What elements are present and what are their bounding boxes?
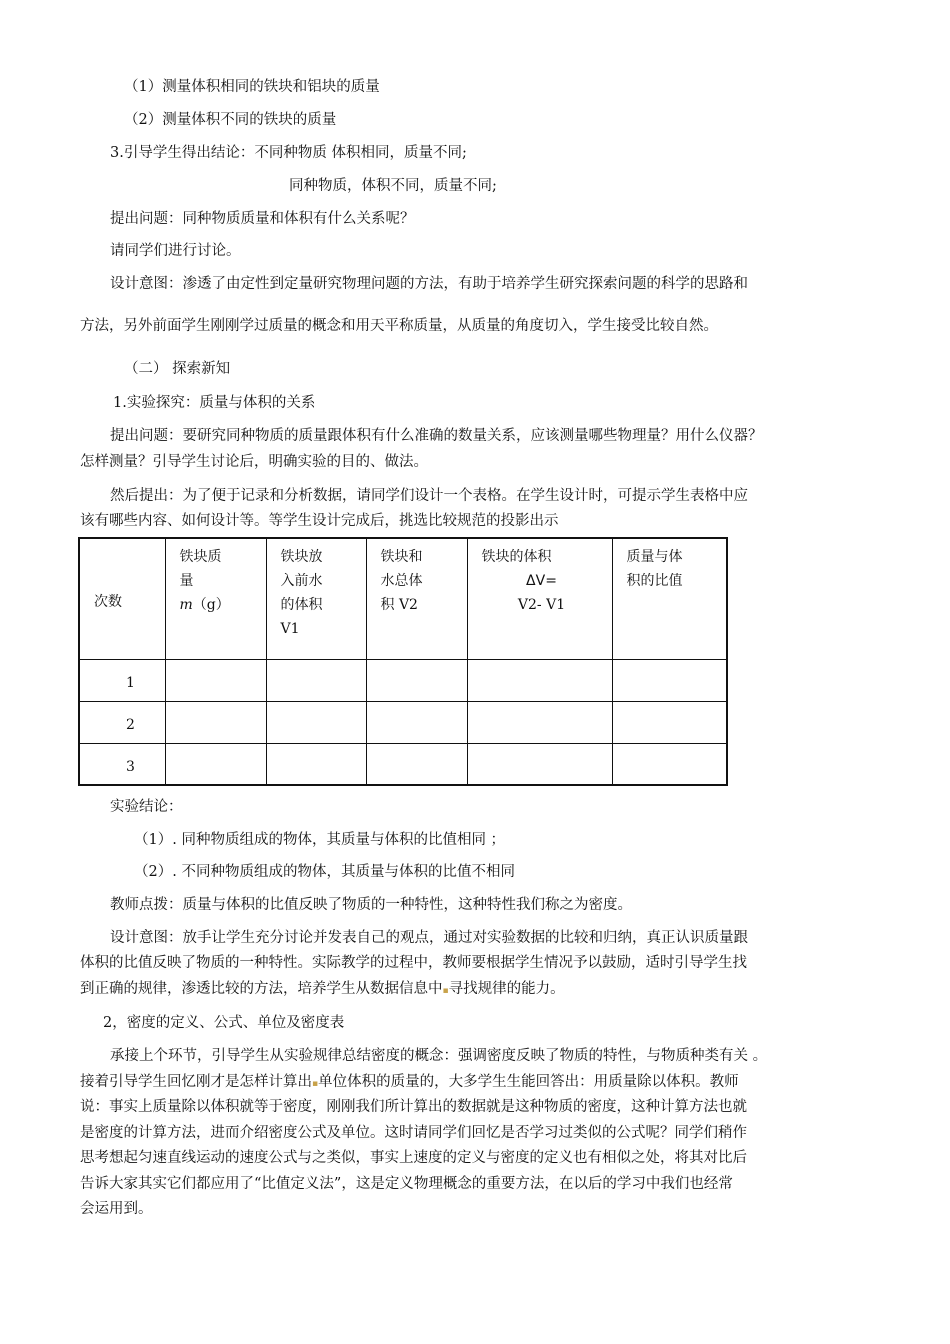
step-1-text: （1）测量体积相同的铁块和铝块的质量 xyxy=(124,79,380,95)
density-para-line-6: 告诉大家其实它们都应用了“比值定义法”，这是定义物理概念的重要方法，在以后的学习中我们也经常 xyxy=(80,1176,733,1192)
table-intro-line-1: 然后提出：为了便于记录和分析数据，请同学们设计一个表格。在学生设计时，可提示学生表格中应 xyxy=(110,488,748,504)
question-para-line-2: 怎样测量？引导学生讨论后，明确实验的目的、做法。 xyxy=(80,454,428,470)
table-header-row xyxy=(79,538,727,659)
row-number: 1 xyxy=(79,659,165,701)
conclusion-title: 实验结论： xyxy=(110,799,183,815)
row-number: 3 xyxy=(79,743,165,785)
row-number: 2 xyxy=(79,701,165,743)
density-para-line-3: 说：事实上质量除以体积就等于密度，刚刚我们所计算出的数据就是这种物质的密度，这种计算方法也就 xyxy=(80,1099,747,1115)
density-para-line-4: 是密度的计算方法，进而介绍密度公式及单位。这时请同学们回忆是否学习过类似的公式呢？同学们稍作 xyxy=(80,1125,747,1141)
design-intent-2-line-3: 到正确的规律，渗透比较的方法，培养学生从数据信息中▪寻找规律的能力。 xyxy=(80,981,565,997)
design-intent-2-line-1: 设计意图：放手让学生充分讨论并发表自己的观点，通过对实验数据的比较和归纳，真正认识质量跟 xyxy=(110,930,748,946)
table-intro-line-2: 该有哪些内容、如何设计等。等学生设计完成后，挑选比较规范的投影出示 xyxy=(80,513,559,529)
edit-mark: ▪ xyxy=(312,1079,319,1089)
density-para-line-7: 会运用到。 xyxy=(80,1201,153,1217)
density-para-line-2: 接着引导学生回忆刚才是怎样计算出▪单位体积的质量的，大多学生生能回答出：用质量除以体积。教师 xyxy=(80,1074,739,1090)
header-ratio: 质量与体 积的比值 xyxy=(612,538,727,659)
question-text: 提出问题：同种物质质量和体积有什么关系呢？ xyxy=(110,211,415,227)
conclusion-1: （1）. 同种物质组成的物体，其质量与体积的比值相同 ； xyxy=(134,832,506,848)
section-heading-density: 2，密度的定义、公式、单位及密度表 xyxy=(103,1015,345,1031)
header-v2: 铁块和 水总体 积 V2 xyxy=(366,538,467,659)
conclusion-guide-text-2: 同种物质，体积不同，质量不同; xyxy=(289,178,497,194)
density-para-line-1: 承接上个环节，引导学生从实验规律总结密度的概念：强调密度反映了物质的特性，与物质种类有关 。 xyxy=(110,1048,768,1064)
design-intent-2-line-2: 体积的比值反映了物质的一种特性。实际教学的过程中，教师要根据学生情况予以鼓励，适时引导学生找 xyxy=(80,955,747,971)
step-2-text: （2）测量体积不同的铁块的质量 xyxy=(124,112,337,128)
density-para-line-5: 思考想起匀速直线运动的速度公式与之类似，事实上速度的定义与密度的定义也有相似之处，将其对比后 xyxy=(80,1150,747,1166)
teacher-note: 教师点拨：质量与体积的比值反映了物质的一种特性，这种特性我们称之为密度。 xyxy=(110,897,632,913)
design-intent-1-line-2: 方法，另外前面学生刚刚学过质量的概念和用天平称质量，从质量的角度切入，学生接受比较自然。 xyxy=(80,318,718,334)
header-delta-v: 铁块的体积 ΔV= V2- V1 xyxy=(467,538,612,659)
conclusion-guide-text: 3.引导学生得出结论：不同种物质 体积相同，质量不同; xyxy=(110,145,467,161)
question-para-line-1: 提出问题：要研究同种物质的质量跟体积有什么准确的数量关系，应该测量哪些物理量？用什么仪器？ xyxy=(110,428,763,444)
experiment-table xyxy=(78,537,728,786)
header-count: 次数 xyxy=(79,538,165,659)
table-row xyxy=(79,701,727,743)
table-row xyxy=(79,743,727,785)
section-heading-explore: （二） 探索新知 xyxy=(124,361,231,377)
edit-mark: ▪ xyxy=(442,986,449,996)
table-row xyxy=(79,659,727,701)
design-intent-1-line-1: 设计意图：渗透了由定性到定量研究物理问题的方法，有助于培养学生研究探索问题的科学的思路和 xyxy=(110,276,748,292)
header-v1: 铁块放 入前水 的体积 V1 xyxy=(266,538,366,659)
discussion-text: 请同学们进行讨论。 xyxy=(110,243,241,259)
subheading-experiment: 1.实验探究：质量与体积的关系 xyxy=(113,395,316,411)
header-mass: 铁块质 量 m（g） xyxy=(165,538,266,659)
conclusion-2: （2）. 不同种物质组成的物体，其质量与体积的比值不相同 xyxy=(134,864,515,880)
